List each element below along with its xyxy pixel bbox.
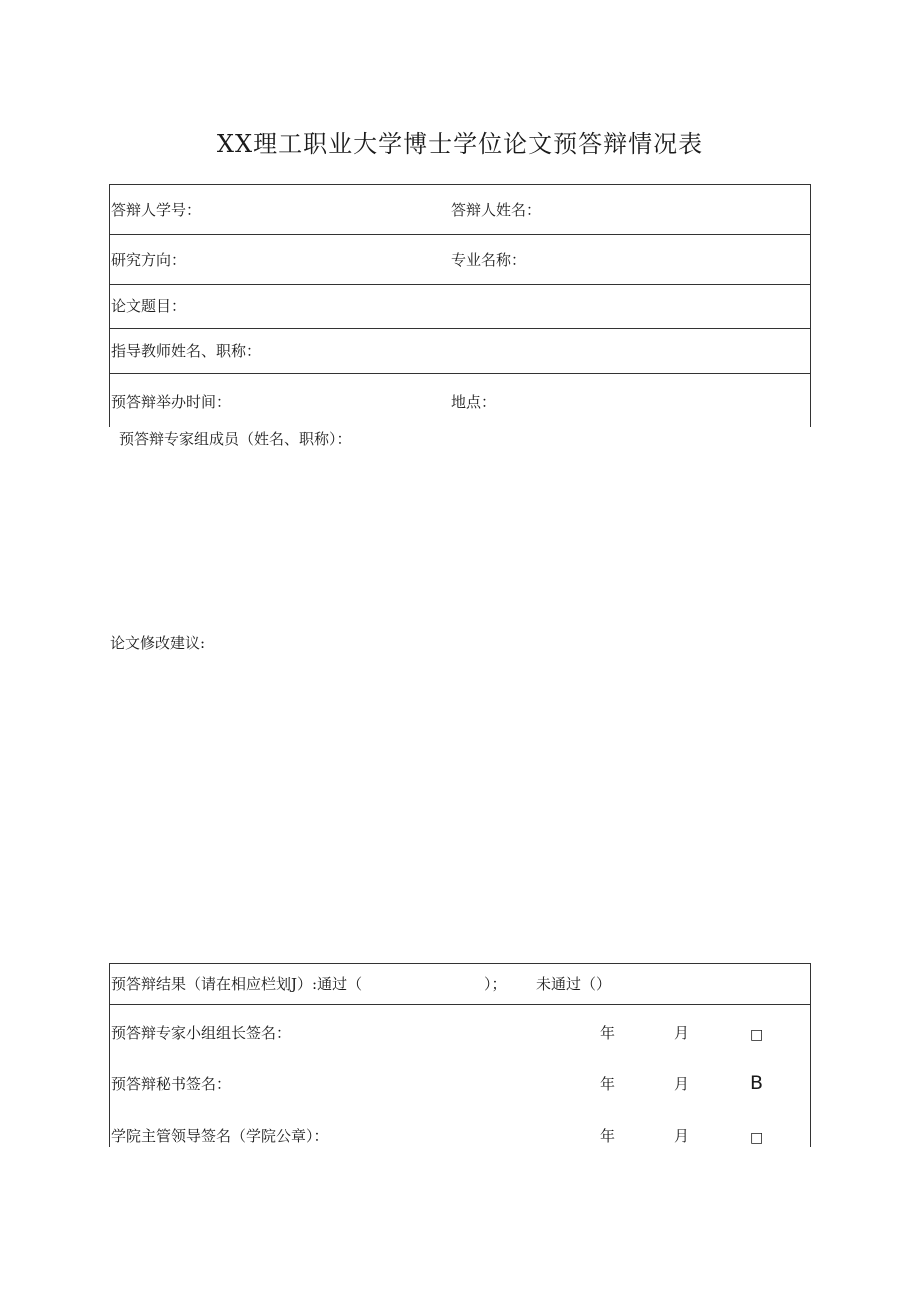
pass-bracket-close: ）； <box>484 975 507 993</box>
secretary-signature-label: 预答辩秘书签名： <box>111 1075 232 1093</box>
location-label: 地点： <box>451 393 497 411</box>
committee-members-label: 预答辩专家组成员（姓名、职称）： <box>119 430 352 448</box>
year-label: 年 <box>600 1127 616 1145</box>
result-label: 预答辩结果（请在相应栏划J）:通过（ <box>111 975 363 993</box>
row-divider <box>109 328 811 329</box>
month-label: 月 <box>674 1024 690 1042</box>
fail-label: 未通过（） <box>536 975 612 993</box>
day-mark: □ <box>750 1130 764 1146</box>
result-row-divider <box>109 1004 811 1005</box>
month-label: 月 <box>674 1127 690 1145</box>
day-mark: □ <box>750 1027 764 1043</box>
row-divider <box>109 234 811 235</box>
revision-suggestions-label: 论文修改建议: <box>110 634 206 652</box>
result-table-left-border <box>109 963 110 1147</box>
result-table-right-border <box>810 963 811 1147</box>
pre-defense-time-label: 预答辩举办时间： <box>111 393 232 411</box>
student-id-label: 答辩人学号： <box>111 201 202 219</box>
year-label: 年 <box>600 1075 616 1093</box>
day-mark: B <box>750 1072 764 1094</box>
research-direction-label: 研究方向： <box>111 251 187 269</box>
year-label: 年 <box>600 1024 616 1042</box>
row-divider <box>109 373 811 374</box>
group-leader-signature-label: 预答辩专家小组组长签名： <box>111 1024 292 1042</box>
dean-signature-label: 学院主管领导签名（学院公章）： <box>111 1127 329 1145</box>
advisor-label: 指导教师姓名、职称： <box>111 342 262 360</box>
student-name-label: 答辩人姓名： <box>451 201 542 219</box>
table-left-border <box>109 184 110 427</box>
row-divider <box>109 284 811 285</box>
table-right-border <box>810 184 811 427</box>
table-top-border <box>109 184 811 185</box>
result-table-top-border <box>109 963 811 964</box>
thesis-title-label: 论文题目： <box>111 297 187 315</box>
major-label: 专业名称： <box>451 251 527 269</box>
page-title: XX理工职业大学博士学位论文预答辩情况表 <box>216 130 704 158</box>
month-label: 月 <box>674 1075 690 1093</box>
